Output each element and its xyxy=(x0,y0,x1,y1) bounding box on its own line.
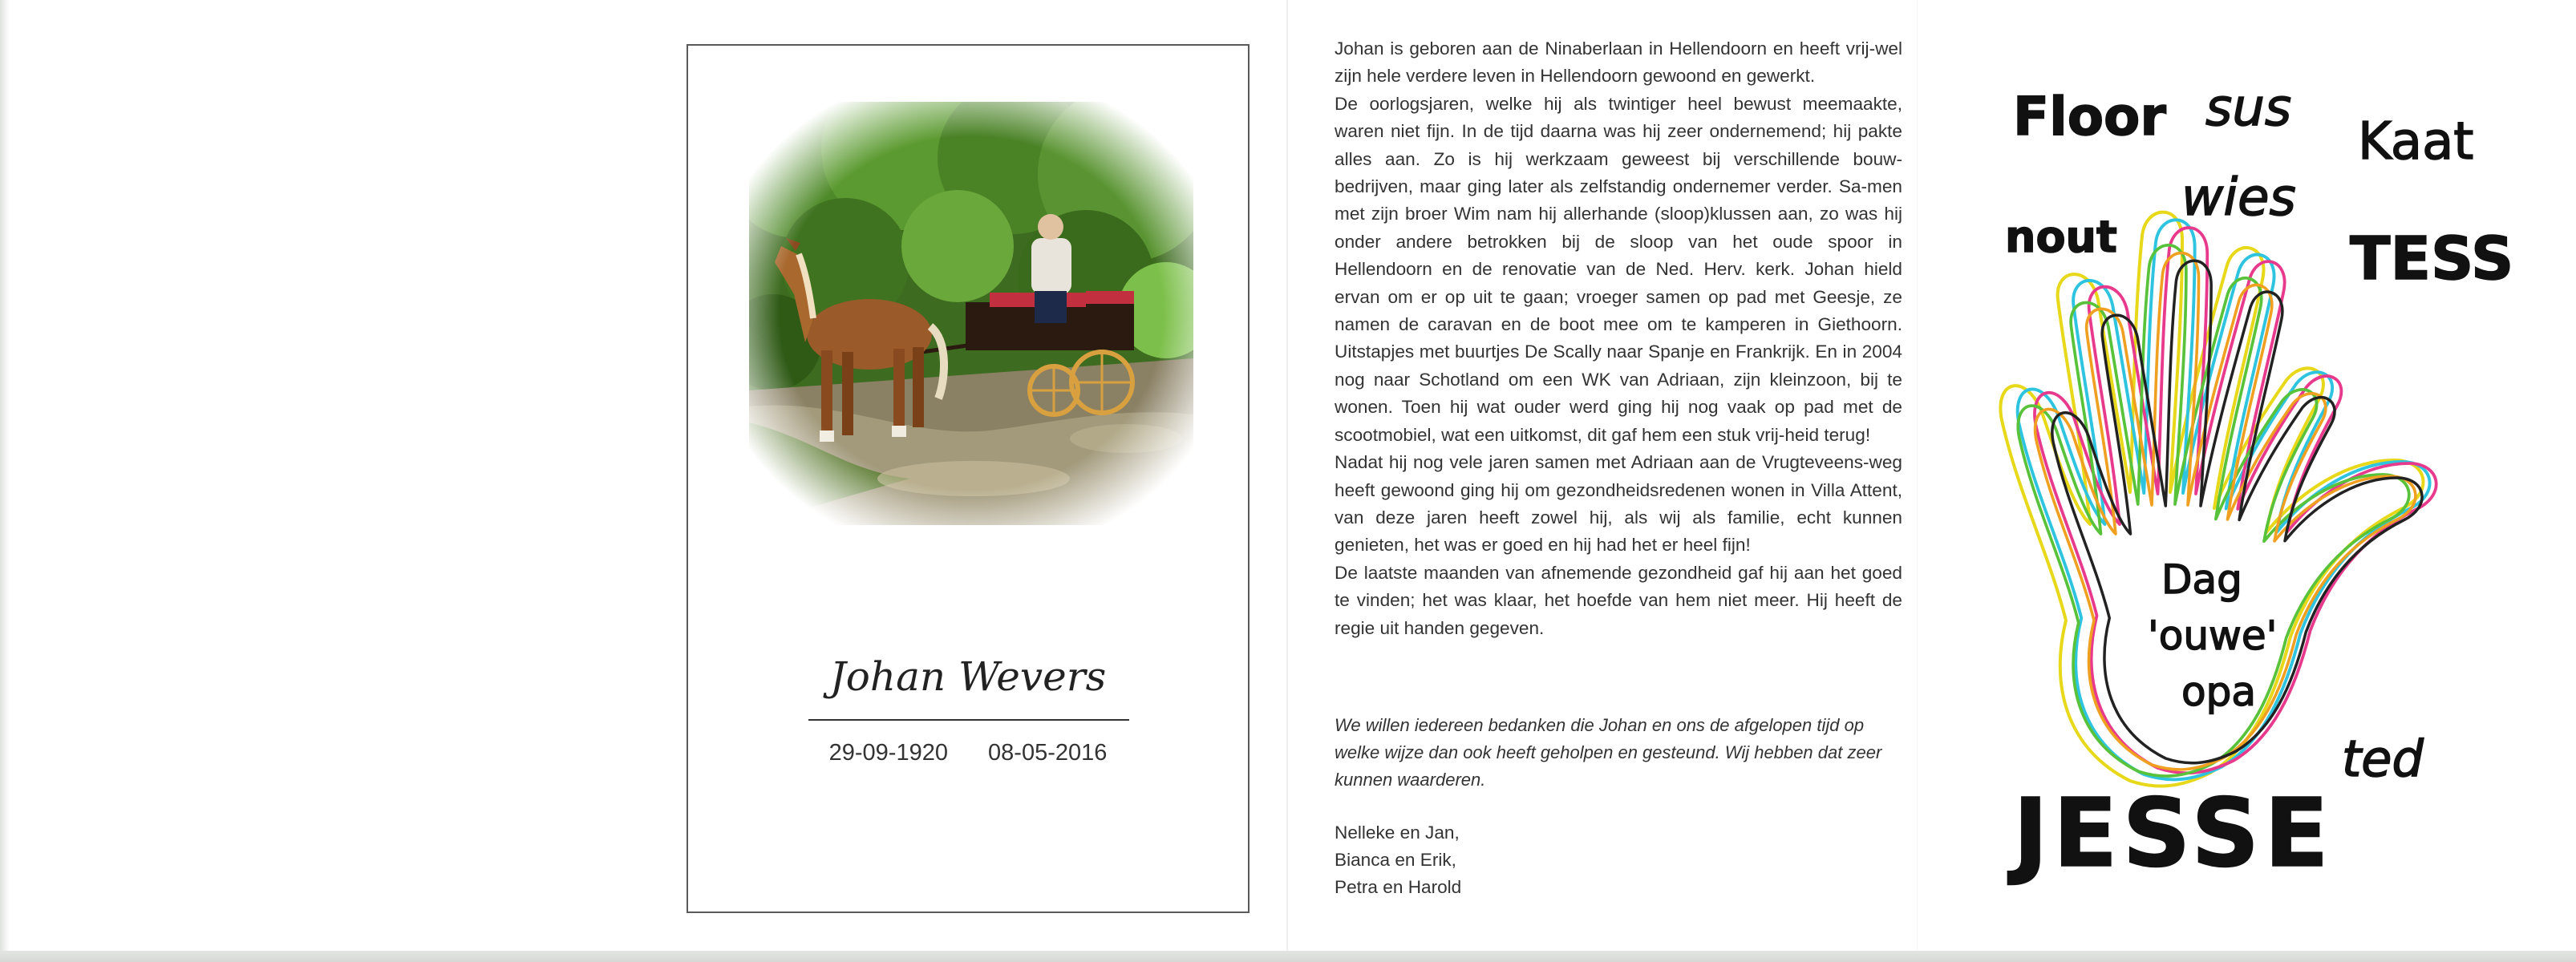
life-dates xyxy=(688,740,1248,766)
signer-line: Nelleke en Jan, xyxy=(1335,823,1460,843)
signer-line: Petra en Harold xyxy=(1335,877,1462,897)
message-line-1: Dag xyxy=(2161,556,2242,603)
name-wies: wies xyxy=(2181,168,2296,228)
bio-paragraph: De laatste maanden van afnemende gezondheid gaf hij aan het goed te vinden; het was klaar, het hoefde van hem niet meer. Hij heeft de regie uit handen gegeven. xyxy=(1335,562,1902,638)
name-jesse: JESSE xyxy=(2013,778,2334,888)
bio-paragraph: Nadat hij nog vele jaren samen met Adriaan aan de Vrugteveens-weg heeft gewoond ging hij om gezondheidsredenen wonen in Villa Attent, van deze jaren heeft zowel hij, als wij als familie, echt kunnen genieten, het was er goed en hij had het er heel fijn! xyxy=(1335,452,1902,556)
card-fold xyxy=(1286,0,1288,951)
card-fold-2 xyxy=(1917,0,1918,951)
horse-carriage-photo xyxy=(749,102,1193,525)
name-sus: sus xyxy=(2205,79,2292,138)
photo-illustration xyxy=(749,102,1193,525)
name-ted: ted xyxy=(2342,730,2424,788)
death-date: 08-05-2016 xyxy=(988,740,1108,766)
name-tess: TESS xyxy=(2350,224,2514,293)
sheet-edge-shadow xyxy=(0,0,10,951)
hand-drawing-svg xyxy=(1941,48,2550,898)
name-kaat: Kaat xyxy=(2358,112,2474,172)
signers-list xyxy=(1335,819,1902,901)
message-line-3: opa xyxy=(2181,669,2256,715)
name-nout: nout xyxy=(2005,212,2117,262)
name-divider xyxy=(808,719,1129,721)
scan-bottom-edge xyxy=(0,951,2576,962)
deceased-name: Johan Wevers xyxy=(829,653,1107,700)
biography-text xyxy=(1335,35,1902,642)
grandchildren-hand-drawing xyxy=(1941,48,2550,898)
name-floor: Floor xyxy=(2013,86,2166,148)
message-line-2: 'ouwe' xyxy=(2148,612,2278,659)
bio-paragraph: De oorlogsjaren, welke hij als twintiger heel bewust meemaakte, waren niet fijn. In de tijd daarna was hij zeer ondernemend; hij pakte alles aan. Zo is hij werkzaam geweest bij verschillende bouw-bedrijven, maar ging later als zelfstandig ondernemer verder. Sa-men met zijn broer Wim nam hij allerhande (sloop)klussen aan, zo was hij onder andere betrokken bij de sloop van het oude spoor in Hellendoorn en de renovatie van de Ned. Herv. kerk. Johan hield ervan om er op uit te gaan; vroeger samen op pad met Geesje, ze namen de caravan en de boot mee om te kamperen in Giethoorn. Uitstapjes met buurtjes De Scally naar Spanje en Frankrijk. En in 2004 nog naar Schotland om een WK van Adriaan, zijn kleinzoon, bij te wonen. Toen hij wat ouder werd ging hij nog vaak op pad met de scootmobiel, wat een uitkomst, dit gaf hem een stuk vrij-heid terug! xyxy=(1335,93,1902,445)
thanks-message: We willen iedereen bedanken die Johan en ons de afgelopen tijd op welke wijze dan ook heeft geholpen en gesteund. Wij hebben dat zeer kunnen waarderen. xyxy=(1335,715,1882,790)
signer-line: Bianca en Erik, xyxy=(1335,850,1456,870)
front-cover-frame xyxy=(687,44,1250,913)
birth-date: 29-09-1920 xyxy=(828,740,948,766)
bio-paragraph: Johan is geboren aan de Ninaberlaan in Hellendoorn en heeft vrij-wel zijn hele verdere leven in Hellendoorn gewoond en gewerkt. xyxy=(1335,38,1902,87)
